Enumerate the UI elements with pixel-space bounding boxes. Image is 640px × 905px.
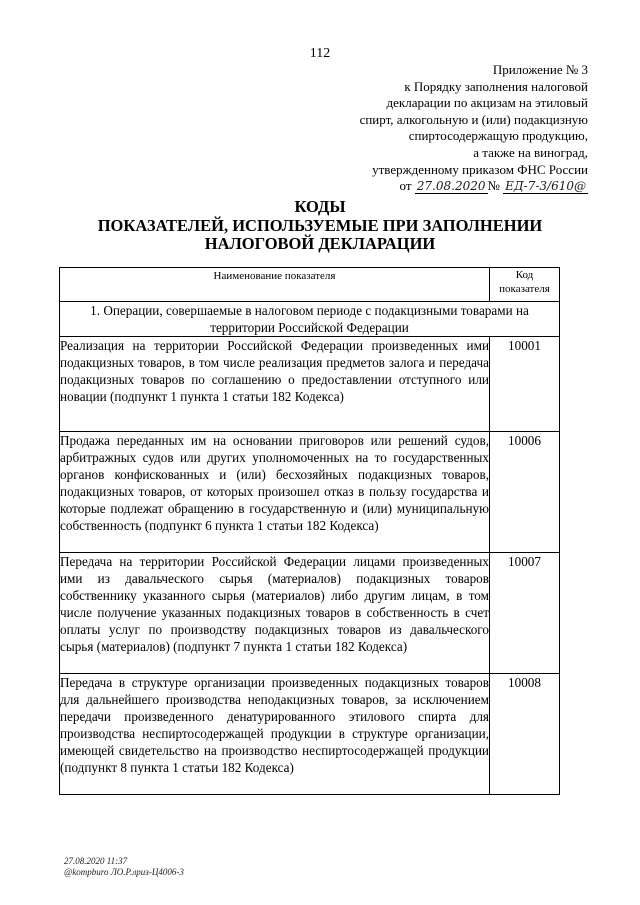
appendix-line: декларации по акцизам на этиловый	[386, 95, 588, 111]
appendix-line: Приложение № 3	[492, 62, 588, 77]
appendix-line: а также на виноград,	[473, 144, 588, 160]
order-date: 27.08.2020	[416, 179, 486, 194]
indicator-description: Продажа переданных им на основании приговоров или решений судов, арбитражных судов или других уполномоченных на то государственных органов конфискованных и (или) бесхозяйных подакцизных товаров, подакцизных товаров, от которых произошел отказ в пользу государства и которые подлежат обращению в государственную и (или) муниципальную собственность (подпункт 6 пункта 1 статьи 182 Кодекса)	[60, 432, 490, 553]
section-row	[60, 302, 560, 337]
print-stamp	[64, 856, 184, 878]
table-row	[60, 674, 560, 795]
header-indicator-name: Наименование показателя	[60, 268, 490, 302]
header-indicator-code	[490, 268, 560, 302]
header-code-line-1: Код	[515, 269, 534, 281]
table-row	[60, 337, 560, 432]
table-header-row	[60, 268, 560, 302]
print-source: @kompburo ЛО.Р.лриз-Ц4006-3	[64, 867, 184, 877]
indicator-description: Реализация на территории Российской Федерации произведенных ими подакцизных товаров, в том числе реализация предметов залога и передача подакцизных товаров по соглашению о предоставлении отступного или новации (подпункт 1 пункта 1 статьи 182 Кодекса)	[60, 337, 490, 432]
indicator-code: 10006	[490, 432, 560, 553]
print-timestamp: 27.08.2020 11:37	[64, 856, 128, 866]
indicator-code: 10001	[490, 337, 560, 432]
page-number: 112	[309, 46, 331, 61]
appendix-line: утвержденному приказом ФНС России	[372, 161, 588, 177]
indicator-codes-table	[59, 267, 560, 795]
appendix-line: к Порядку заполнения налоговой	[404, 78, 588, 94]
title-line-3: НАЛОГОВОЙ ДЕКЛАРАЦИИ	[204, 234, 436, 253]
date-prefix: от	[399, 178, 412, 194]
indicator-description: Передача в структуре организации произведенных подакцизных товаров для дальнейшего производства неподакцизных товаров, за исключением передачи произведенного денатурированного этилового спирта для производства неспиртосодержащей продукции в структуре организации, имеющей свидетельство на производство неспиртосодержащей продукции (подпункт 8 пункта 1 статьи 182 Кодекса)	[60, 674, 490, 795]
table-row	[60, 432, 560, 553]
indicator-code: 10007	[490, 553, 560, 674]
appendix-block	[328, 62, 588, 195]
section-title: 1. Операции, совершаемые в налоговом периоде с подакцизными товарами на территории Российской Федерации	[60, 302, 560, 337]
indicator-description: Передача на территории Российской Федерации лицами произведенных ими из давальческого сырья (материалов) подакцизных товаров собственнику указанного сырья (материалов) либо другим лицам, в том числе получение указанных подакцизных товаров в собственность в счет оплаты услуг по производству подакцизных товаров из давальческого сырья (материалов) (подпункт 7 пункта 1 статьи 182 Кодекса)	[60, 553, 490, 674]
document-title	[0, 198, 640, 254]
title-line-1: КОДЫ	[294, 197, 346, 216]
number-prefix: №	[487, 178, 500, 194]
appendix-line: спирт, алкогольную и (или) подакцизную	[359, 111, 588, 127]
table-row	[60, 553, 560, 674]
order-number: ЕД-7-3/610@	[505, 179, 586, 194]
title-line-2: ПОКАЗАТЕЛЕЙ, ИСПОЛЬЗУЕМЫЕ ПРИ ЗАПОЛНЕНИИ	[97, 215, 543, 235]
appendix-line: спиртосодержащую продукцию,	[408, 128, 588, 144]
header-code-line-2: показателя	[499, 283, 550, 295]
indicator-code: 10008	[490, 674, 560, 795]
order-date-number	[328, 178, 588, 195]
